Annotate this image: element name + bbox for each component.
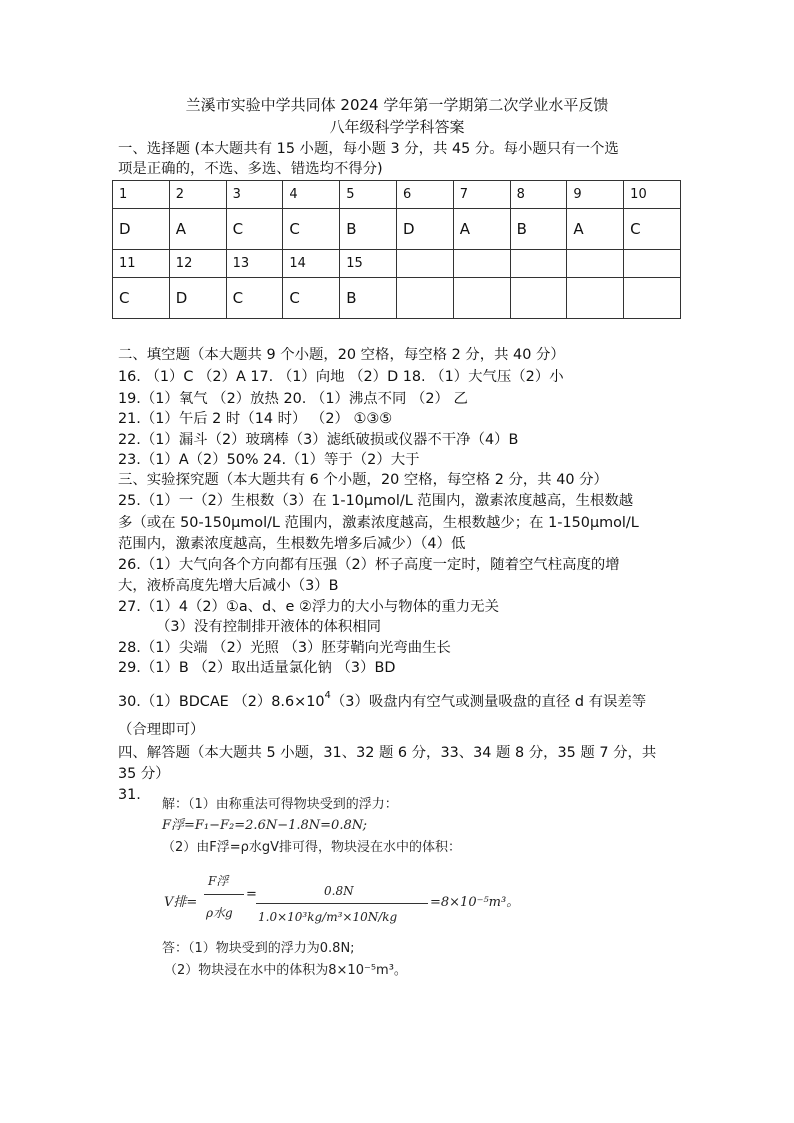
answer-line-q23-24: 23.（1）A（2）50% 24.（1）等于（2）大于 <box>118 452 420 468</box>
question-number <box>453 250 510 278</box>
answer-cell: C <box>283 278 340 319</box>
answer-cell: A <box>169 209 226 250</box>
question-number: 1 <box>113 181 170 209</box>
answer-line-q27-2: （3）没有控制排开液体的体积相同 <box>156 619 382 635</box>
answer-line-q16-18: 16. （1）C （2）A 17. （1）向地 （2）D 18. （1）大气压（2）小 <box>118 369 564 385</box>
question-number: 7 <box>453 181 510 209</box>
answer-line-q28: 28.（1）尖端 （2）光照 （3）胚芽鞘向光弯曲生长 <box>118 640 451 656</box>
question-number: 8 <box>510 181 567 209</box>
answer-statement-1: 答：（1）物块受到的浮力为0.8N; <box>162 941 355 956</box>
solution-line-1: 解：（1）由称重法可得物块受到的浮力： <box>162 797 398 812</box>
fraction1-denominator: ρ水g <box>206 906 233 920</box>
q30-part-b: （3）吸盘内有空气或测量吸盘的直径 d 有误差等 <box>330 694 647 710</box>
table-row-answers-1 <box>113 209 681 250</box>
answer-line-q19-20: 19.（1）氧气 （2）放热 20. （1）沸点不同 （2） 乙 <box>118 391 468 407</box>
question-number: 11 <box>113 250 170 278</box>
solution-line-3: （2）由F浮=ρ水gV排可得，物块浸在水中的体积： <box>162 840 462 855</box>
fraction1-numerator: F浮 <box>208 874 229 888</box>
answer-line-q25-2: 多（或在 50-150μmol/L 范围内，激素浓度越高，生根数越少；在 1-150μmol/L <box>118 515 639 531</box>
question-number: 15 <box>340 250 397 278</box>
answer-cell <box>396 278 453 319</box>
question-number: 3 <box>226 181 283 209</box>
answer-cell: B <box>340 209 397 250</box>
answer-cell: D <box>113 209 170 250</box>
question-31-label: 31. <box>118 787 141 803</box>
answer-cell <box>510 278 567 319</box>
answer-line-q29: 29.（1）B （2）取出适量氯化钠 （3）BD <box>118 660 396 676</box>
volume-label: V排= <box>164 895 198 910</box>
section1-heading-line2: 项是正确的，不选、多选、错选均不得分) <box>118 161 383 177</box>
answer-line-q22: 22.（1）漏斗（2）玻璃棒（3）滤纸破损或仪器不干净（4）B <box>118 432 519 448</box>
question-number <box>567 250 624 278</box>
answer-line-q26-2: 大，液桥高度先增大后减小（3）B <box>118 578 339 594</box>
answer-cell: B <box>340 278 397 319</box>
answer-line-q25-3: 范围内，激素浓度越高，生根数先增多后减少）（4）低 <box>118 536 466 552</box>
answer-cell: D <box>396 209 453 250</box>
answer-cell: C <box>226 278 283 319</box>
answer-cell: D <box>169 278 226 319</box>
answer-line-q30 <box>118 692 646 714</box>
fraction2-bar <box>256 903 428 904</box>
table-row-numbers-1 <box>113 181 681 209</box>
answer-cell: C <box>283 209 340 250</box>
fraction2-numerator: 0.8N <box>324 884 354 898</box>
document-title: 兰溪市实验中学共同体 2024 学年第一学期第二次学业水平反馈 <box>185 96 609 114</box>
solution-line-2: F浮=F₁−F₂=2.6N−1.8N=0.8N; <box>162 818 368 833</box>
question-number: 13 <box>226 250 283 278</box>
answer-cell <box>624 278 681 319</box>
answer-cell: C <box>624 209 681 250</box>
answer-line-q21: 21.（1）午后 2 时（14 时） （2） ①③⑤ <box>118 411 393 427</box>
answer-cell: C <box>226 209 283 250</box>
q30-exponent: 4 <box>324 690 331 701</box>
equals-sign: = <box>246 887 257 902</box>
answer-line-q25-1: 25.（1）一（2）生根数（3）在 1-10μmol/L 范围内，激素浓度越高，生根数越 <box>118 493 634 509</box>
multiple-choice-answer-table <box>112 180 681 319</box>
answer-cell <box>567 278 624 319</box>
section3-heading: 三、实验探究题（本大题共有 6 个小题，20 空格，每空格 2 分，共 40 分） <box>118 472 608 488</box>
question-number <box>396 250 453 278</box>
answer-cell: B <box>510 209 567 250</box>
answer-line-q30-2: （合理即可） <box>118 722 205 738</box>
question-number <box>624 250 681 278</box>
fraction1-bar <box>204 894 244 895</box>
table-row-answers-2 <box>113 278 681 319</box>
answer-cell: C <box>113 278 170 319</box>
question-number <box>510 250 567 278</box>
answer-line-q26-1: 26.（1）大气向各个方向都有压强（2）杯子高度一定时，随着空气柱高度的增 <box>118 557 620 573</box>
section1-heading-line1: 一、选择题 (本大题共有 15 小题，每小题 3 分，共 45 分。每小题只有一个选 <box>118 141 619 157</box>
question-number: 10 <box>624 181 681 209</box>
question-number: 14 <box>283 250 340 278</box>
fraction2-denominator: 1.0×10³kg/m³×10N/kg <box>258 910 398 924</box>
question-number: 9 <box>567 181 624 209</box>
volume-result: =8×10⁻⁵m³。 <box>430 895 520 910</box>
answer-line-q27-1: 27.（1）4（2）①a、d、e ②浮力的大小与物体的重力无关 <box>118 599 499 615</box>
document-subtitle: 八年级科学学科答案 <box>329 118 465 136</box>
answer-cell <box>453 278 510 319</box>
question-number: 12 <box>169 250 226 278</box>
answer-cell: A <box>453 209 510 250</box>
question-number: 4 <box>283 181 340 209</box>
question-number: 5 <box>340 181 397 209</box>
section4-heading-line1: 四、解答题（本大题共 5 小题，31、32 题 6 分，33、34 题 8 分，35 题 7 分，共 <box>118 745 657 761</box>
answer-statement-2: （2）物块浸在水中的体积为8×10⁻⁵m³。 <box>164 963 407 978</box>
answer-cell: A <box>567 209 624 250</box>
section2-heading: 二、填空题（本大题共 9 个小题，20 空格，每空格 2 分，共 40 分） <box>118 347 565 363</box>
question-number: 2 <box>169 181 226 209</box>
q30-part-a: 30.（1）BDCAE （2）8.6×10 <box>118 694 325 710</box>
table-row-numbers-2 <box>113 250 681 278</box>
question-number: 6 <box>396 181 453 209</box>
section4-heading-line2: 35 分） <box>118 766 170 782</box>
